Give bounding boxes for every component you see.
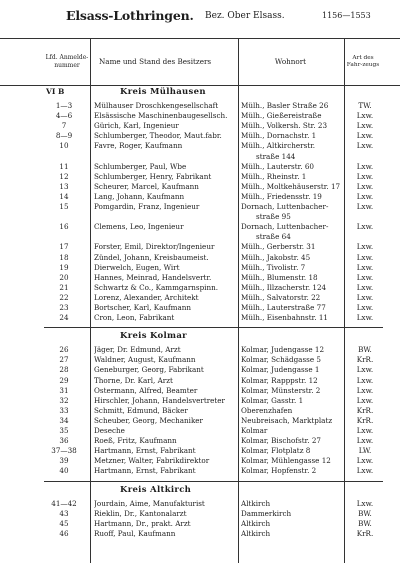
residence: Mülh., Gießereistraße — [241, 111, 322, 121]
owner-name: Hartmann, Ernst, Fabrikant — [94, 466, 196, 476]
residence: Mülh., Basler Straße 26 — [241, 101, 329, 110]
vehicle-type: Lxw. — [356, 202, 374, 211]
owner-name: Scheurer, Marcel, Kaufmann — [94, 181, 199, 191]
vehicle-type: Lxw. — [356, 131, 374, 141]
vehicle-type: Lxw. — [356, 395, 374, 405]
registration-number: 12 — [59, 171, 69, 181]
column-divider — [344, 38, 345, 563]
owner-name: Scheuber, Georg, Mechaniker — [94, 415, 203, 425]
residence: Mülh., Rheinstr. 1 — [241, 171, 307, 181]
section-title: Kreis Mülhausen — [120, 87, 206, 97]
residence: Dornach, Luttenbacher- — [241, 222, 329, 232]
residence: Mülh., Volkersh. Str. 23 — [241, 121, 328, 131]
vehicle-type: Lxw. — [356, 466, 374, 476]
registration-number: 21 — [59, 282, 69, 292]
registration-number: 16 — [59, 222, 69, 232]
registration-number: 23 — [59, 303, 69, 312]
col-residence-header: Wohnort — [274, 57, 307, 66]
registration-number: 43 — [59, 508, 69, 518]
vehicle-type: BW. — [358, 345, 372, 355]
residence: Dammerkirch — [241, 508, 292, 518]
owner-name: Roeß, Fritz, Kaufmann — [94, 436, 177, 446]
owner-name: Elsässische Maschinenbaugesellsch. — [94, 111, 228, 121]
vehicle-type: Lxw. — [356, 313, 374, 323]
owner-name: Schlumberger, Henry, Fabrikant — [94, 171, 212, 181]
residence: Mülh., Jakobstr. 45 — [241, 252, 311, 262]
residence: Mülh., Blumenstr. 18 — [241, 272, 318, 282]
registration-number: 39 — [59, 456, 69, 466]
registration-number: 33 — [59, 405, 69, 415]
residence: Kolmar, Rapppstr. 12 — [241, 375, 318, 385]
residence: Kolmar, Münsterstr. 2 — [241, 385, 321, 395]
registration-number: 32 — [59, 395, 69, 405]
column-divider — [90, 38, 91, 563]
registration-number: 4—6 — [55, 111, 73, 121]
registration-number: 15 — [59, 202, 69, 211]
residence: Mülh., Eisenbahnstr. 11 — [241, 313, 328, 323]
registration-number: 13 — [59, 181, 69, 191]
registration-number: 45 — [59, 518, 69, 528]
owner-name: Lang, Johann, Kaufmann — [94, 191, 185, 201]
registration-number: 18 — [59, 252, 69, 262]
vehicle-type: Lxw. — [356, 111, 374, 121]
vehicle-type: BW. — [358, 518, 372, 528]
residence: Mülh., Altkircherstr. — [241, 141, 316, 151]
registration-number: 28 — [59, 365, 69, 375]
residence-continuation: straße 95 — [256, 212, 291, 222]
vehicle-type: Lxw. — [356, 292, 374, 302]
owner-name: Bortscher, Karl, Kaufmann — [94, 303, 192, 312]
owner-name: Cron, Leon, Fabrikant — [94, 313, 175, 323]
owner-name: Zündel, Johann, Kreisbaumeist. — [94, 252, 209, 262]
vehicle-type: Lxw. — [356, 498, 374, 508]
vehicle-type: Lxw. — [356, 436, 374, 446]
owner-name: Schlumberger, Theodor, Maut.fabr. — [94, 131, 222, 141]
registration-number: 20 — [59, 272, 69, 282]
residence: Oberenzhafen — [241, 405, 293, 415]
page-range: 1156—1553 — [322, 11, 371, 20]
owner-name: Ostermann, Alfred, Beamter — [94, 385, 198, 395]
vehicle-type: LW. — [358, 446, 372, 456]
col-vehicle-type-header: Art des Fahr-zeugs — [346, 55, 380, 68]
vehicle-type: Lxw. — [356, 161, 374, 171]
residence: Neubreisach, Marktplatz — [241, 415, 333, 425]
owner-name: Thorne, Dr. Karl, Arzt — [94, 375, 173, 385]
owner-name: Pomgardin, Franz, Ingenieur — [94, 202, 200, 211]
owner-name: Hartmann, Ernst, Fabrikant — [94, 446, 196, 456]
residence: Kolmar, Gasstr. 1 — [241, 395, 304, 405]
residence: Kolmar, Hopfenstr. 2 — [241, 466, 317, 476]
vehicle-type: Lxw. — [356, 426, 374, 435]
owner-name: Forster, Emil, Direktor/Ingenieur — [94, 242, 215, 252]
vehicle-type: Lxw. — [356, 365, 374, 375]
residence: Mülh., Lauterstraße 77 — [241, 303, 326, 312]
registration-number: 26 — [59, 345, 69, 355]
registration-number: 46 — [59, 528, 69, 538]
residence: Kolmar, Mühlengasse 12 — [241, 456, 331, 466]
registration-number: 10 — [59, 141, 69, 151]
vehicle-type: Lxw. — [356, 456, 374, 466]
col-name-header: Name und Stand des Besitzers — [99, 57, 212, 66]
residence: Altkirch — [241, 498, 271, 508]
section-divider — [44, 481, 383, 482]
owner-name: Hannes, Meinrad, Handelsvertr. — [94, 272, 212, 282]
residence: Mülh., Illzacherstr. 124 — [241, 282, 327, 292]
residence: Mülh., Moltkehäuserstr. 17 — [241, 181, 341, 191]
registration-number: 36 — [59, 436, 69, 446]
registration-number: 40 — [59, 466, 69, 476]
owner-name: Jourdain, Aime, Manufakturist — [94, 498, 205, 508]
residence: Kolmar, Judengasse 12 — [241, 345, 325, 355]
registration-number: 14 — [59, 191, 69, 201]
residence: Mülh., Lauterstr. 60 — [241, 161, 314, 171]
section-divider — [44, 327, 383, 328]
owner-name: Lorenz, Alexander, Architekt — [94, 292, 199, 302]
vehicle-type: KrR. — [356, 355, 374, 365]
owner-name: Geneburger, Georg, Fabrikant — [94, 365, 204, 375]
registration-number: 22 — [59, 292, 69, 302]
vehicle-type: Lxw. — [356, 272, 374, 282]
residence: Kolmar — [241, 426, 268, 435]
owner-name: Schlumberger, Paul, Wbe — [94, 161, 187, 171]
owner-name: Metzner, Walter, Fabrikdirektor — [94, 456, 210, 466]
owner-name: Gürich, Karl, Ingenieur — [94, 121, 179, 131]
registration-number: 27 — [59, 355, 69, 365]
residence: Mülh., Friedensstr. 19 — [241, 191, 322, 201]
section-title: Kreis Altkirch — [120, 484, 192, 495]
vehicle-type: Lxw. — [356, 141, 374, 151]
vehicle-type: Lxw. — [356, 252, 374, 262]
registration-number: 8—9 — [55, 131, 73, 141]
section-title: Kreis Kolmar — [120, 331, 187, 342]
vehicle-type: TW. — [358, 101, 372, 110]
district-title: Bez. Ober Elsass. — [205, 11, 285, 21]
vehicle-type: Lxw. — [356, 121, 374, 131]
vehicle-type: Lxw. — [356, 191, 374, 201]
section-prefix: VI B — [46, 87, 65, 96]
registration-number: 35 — [59, 426, 69, 435]
registration-number: 31 — [59, 385, 69, 395]
vehicle-type: Lxw. — [356, 303, 374, 312]
owner-name: Jäger, Dr. Edmund, Arzt — [94, 345, 181, 355]
vehicle-type: KrR. — [356, 415, 374, 425]
vehicle-type: KrR. — [356, 528, 374, 538]
residence: Mülh., Salvatorstr. 22 — [241, 292, 321, 302]
residence: Kolmar, Flotplatz 8 — [241, 446, 311, 456]
residence-continuation: straße 64 — [256, 232, 291, 242]
residence: Kolmar, Bischofstr. 27 — [241, 436, 321, 446]
owner-name: Hartmann, Dr., prakt. Arzt — [94, 518, 191, 528]
vehicle-type: Lxw. — [356, 262, 374, 272]
owner-name: Waldner, August, Kaufmann — [94, 355, 196, 365]
registration-number: 24 — [59, 313, 69, 323]
owner-name: Favre, Roger, Kaufmann — [94, 141, 183, 151]
owner-name: Schwartz & Co., Kammgarnspinn. — [94, 282, 219, 292]
registration-number: 11 — [59, 161, 69, 171]
vehicle-type: Lxw. — [356, 385, 374, 395]
residence: Mülh., Tivolistr. 7 — [241, 262, 306, 272]
owner-name: Rieklin, Dr., Kantonalarzt — [94, 508, 187, 518]
vehicle-type: BW. — [358, 508, 372, 518]
vehicle-type: Lxw. — [356, 171, 374, 181]
registration-number: 19 — [59, 262, 69, 272]
column-divider — [238, 38, 239, 563]
registration-number: 37—38 — [51, 446, 77, 456]
residence-continuation: straße 144 — [256, 151, 296, 161]
owner-name: Dierwelch, Eugen, Wirt — [94, 262, 180, 272]
owner-name: Clemens, Leo, Ingenieur — [94, 222, 184, 232]
column-header — [0, 38, 400, 86]
owner-name: Ruoff, Paul, Kaufmann — [94, 528, 176, 538]
registration-number: 17 — [59, 242, 69, 252]
vehicle-type: Lxw. — [356, 282, 374, 292]
vehicle-type: Lxw. — [356, 181, 374, 191]
owner-name: Hirschler, Johann, Handelsvertreter — [94, 395, 225, 405]
col-number-header: Lfd. Anmelde-nummer — [45, 54, 89, 69]
residence: Mülh., Gerberstr. 31 — [241, 242, 316, 252]
residence: Kolmar, Schädgasse 5 — [241, 355, 321, 365]
vehicle-type: Lxw. — [356, 242, 374, 252]
owner-name: Mülhauser Droschkengesellschaft — [94, 101, 219, 110]
registration-number: 29 — [59, 375, 69, 385]
page-header — [0, 6, 400, 28]
registration-number: 34 — [59, 415, 69, 425]
residence: Altkirch — [241, 528, 271, 538]
vehicle-type: Lxw. — [356, 375, 374, 385]
residence: Dornach, Luttenbacher- — [241, 202, 329, 211]
registration-number: 41—42 — [51, 498, 77, 508]
region-title: Elsass-Lothringen. — [66, 8, 194, 23]
residence: Kolmar, Judengasse 1 — [241, 365, 320, 375]
owner-name: Schmitt, Edmund, Bäcker — [94, 405, 188, 415]
owner-name: Deseche — [94, 426, 125, 435]
registration-number: 1—3 — [55, 101, 73, 110]
registration-number: 7 — [61, 121, 67, 131]
residence: Altkirch — [241, 518, 271, 528]
residence: Mülh., Dornachstr. 1 — [241, 131, 317, 141]
vehicle-type: Lxw. — [356, 222, 374, 232]
vehicle-type: KrR. — [356, 405, 374, 415]
